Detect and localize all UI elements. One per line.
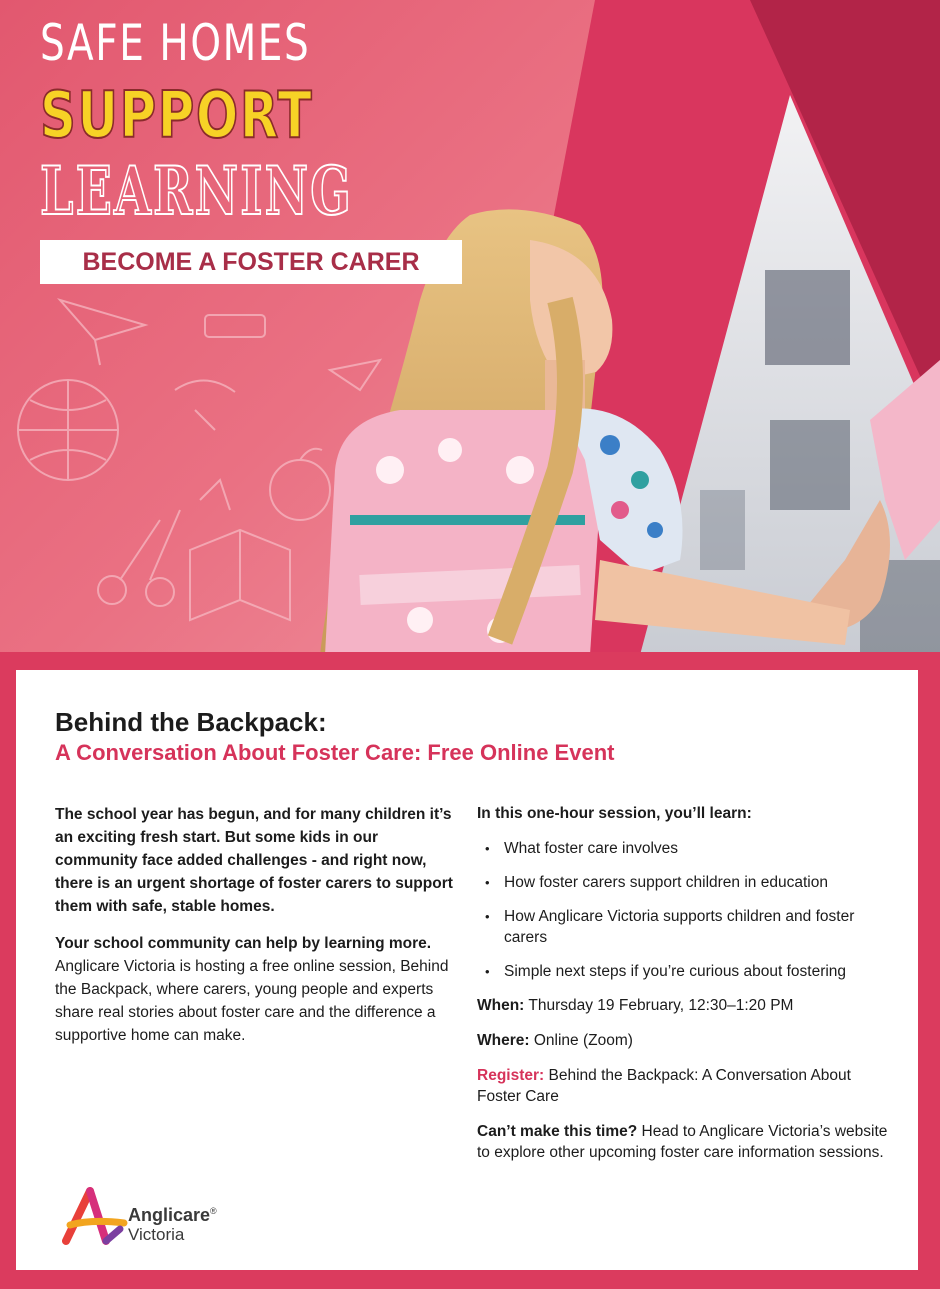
- logo-region: Victoria: [128, 1225, 185, 1244]
- hero-title-line3: LEARNING: [40, 152, 353, 230]
- anglicare-logo-mark-icon: [62, 1185, 128, 1249]
- cant-make-text: Head to Anglicare Victoria’s website to explore other upcoming foster care information sessions.: [477, 1123, 888, 1161]
- right-column: [477, 803, 897, 1177]
- where-label: Where:: [477, 1032, 530, 1049]
- hero-title-line1: SAFE HOMES: [40, 14, 311, 72]
- when-label: When:: [477, 997, 525, 1014]
- register-label[interactable]: Register:: [477, 1067, 545, 1084]
- intro-paragraph: The school year has begun, and for many children it’s an exciting fresh start. But some kids in our community face added challenges - and right now, there is an urgent shortage of foster carers to support them with safe, stable homes.: [55, 806, 453, 915]
- logo-name-text: Anglicare: [128, 1205, 211, 1225]
- register-link[interactable]: Behind the Backpack: A Conversation About Foster Care: [477, 1067, 851, 1105]
- learn-heading: In this one-hour session, you’ll learn:: [477, 805, 752, 822]
- logo-registered-mark: ®: [210, 1206, 217, 1216]
- event-subtitle: A Conversation About Foster Care: Free Online Event: [55, 740, 615, 765]
- cant-make-line: [477, 1121, 897, 1163]
- cta-bold-text: Your school community can help by learning more.: [55, 935, 432, 952]
- where-line: [477, 1030, 897, 1051]
- when-value: Thursday 19 February, 12:30–1:20 PM: [524, 997, 794, 1014]
- where-value: Online (Zoom): [529, 1032, 633, 1049]
- cta-paragraph: [55, 932, 460, 1047]
- left-column: [55, 803, 460, 1061]
- anglicare-logo: [62, 1185, 252, 1249]
- logo-name: [128, 1205, 217, 1226]
- list-item: • Simple next steps if you’re curious about fostering: [477, 961, 897, 982]
- event-title: Behind the Backpack:: [55, 707, 327, 737]
- list-item: • How Anglicare Victoria supports children and foster carers: [477, 906, 897, 948]
- school-doodles-decoration: [0, 280, 420, 655]
- when-line: [477, 995, 897, 1016]
- cta-text: Anglicare Victoria is hosting a free online session, Behind the Backpack, where carers, young people and experts share real stories about foster care and the difference a supportive home can make.: [55, 958, 449, 1044]
- cant-make-label: Can’t make this time?: [477, 1123, 638, 1140]
- learn-list: [477, 838, 897, 982]
- become-foster-carer-banner: BECOME A FOSTER CARER: [40, 240, 462, 284]
- list-item: • How foster carers support children in education: [477, 872, 897, 893]
- hero-title-line2: SUPPORT: [40, 79, 314, 153]
- register-line[interactable]: [477, 1065, 897, 1107]
- list-item: • What foster care involves: [477, 838, 897, 859]
